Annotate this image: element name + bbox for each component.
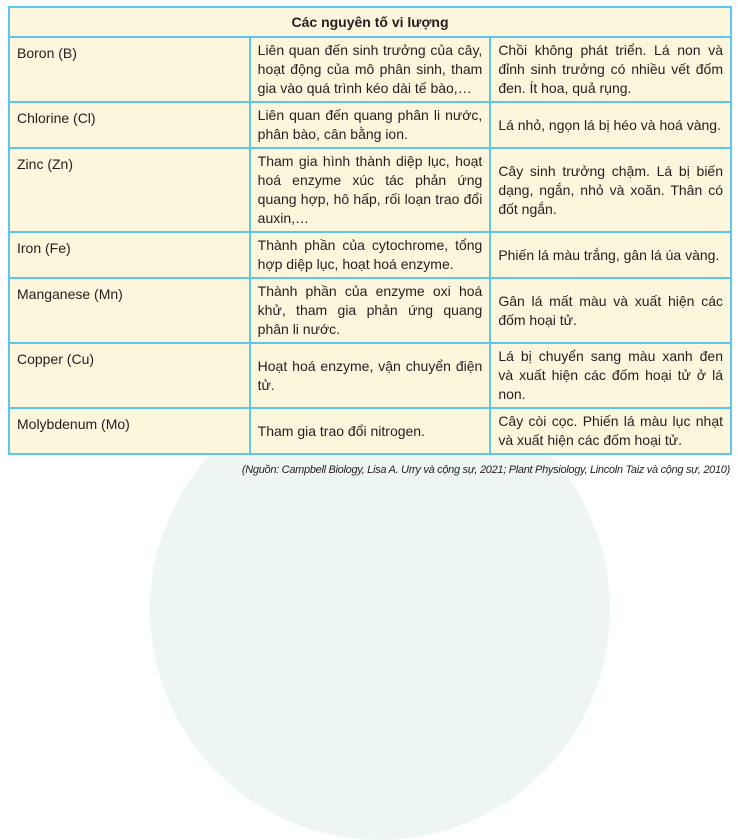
role-cell: Tham gia trao đổi nitrogen. [250,408,491,454]
table-row [9,278,731,343]
role-cell: Tham gia hình thành diệp lục, hoạt hoá enzyme xúc tác phản ứng quang hợp, hô hấp, rối loạn trao đổi auxin,… [250,148,491,232]
role-cell: Liên quan đến sinh trưởng của cây, hoạt động của mô phân sinh, tham gia vào quá trình kéo dài tế bào,… [250,37,491,102]
element-cell: Chlorine (Cl) [9,102,250,148]
deficiency-cell: Chồi không phát triển. Lá non và đỉnh sinh trưởng có nhiều vết đốm đen. Ít hoa, quả rụng. [490,37,731,102]
element-cell: Boron (B) [9,37,250,102]
table-row [9,102,731,148]
deficiency-cell: Lá nhỏ, ngọn lá bị héo và hoá vàng. [490,102,731,148]
table-row [9,148,731,232]
role-cell: Hoạt hoá enzyme, vận chuyển điện tử. [250,343,491,408]
deficiency-cell: Phiến lá màu trắng, gân lá úa vàng. [490,232,731,278]
element-cell: Zinc (Zn) [9,148,250,232]
element-cell: Molybdenum (Mo) [9,408,250,454]
element-cell: Iron (Fe) [9,232,250,278]
table-row [9,343,731,408]
table-row [9,37,731,102]
deficiency-cell: Cây còi cọc. Phiến lá màu lục nhạt và xuất hiện các đốm hoại tử. [490,408,731,454]
table-row [9,408,731,454]
deficiency-cell: Lá bị chuyển sang màu xanh đen và xuất hiện các đốm hoại tử ở lá non. [490,343,731,408]
role-cell: Thành phần của enzyme oxi hoá khử, tham gia phản ứng quang phân li nước. [250,278,491,343]
source-citation: (Nguồn: Campbell Biology, Lisa A. Urry và cộng sự, 2021; Plant Physiology, Lincoln Taiz và cộng sự, 2010) [241,464,730,476]
role-cell: Liên quan đến quang phân li nước, phân bào, cân bằng ion. [250,102,491,148]
micronutrients-table [8,6,732,455]
table-title: Các nguyên tố vi lượng [9,7,731,37]
element-cell: Manganese (Mn) [9,278,250,343]
deficiency-cell: Cây sinh trưởng chậm. Lá bị biến dạng, ngắn, nhỏ và xoăn. Thân có đốt ngắn. [490,148,731,232]
deficiency-cell: Gân lá mất màu và xuất hiện các đốm hoại tử. [490,278,731,343]
table-row [9,232,731,278]
element-cell: Copper (Cu) [9,343,250,408]
role-cell: Thành phần của cytochrome, tổng hợp diệp lục, hoạt hoá enzyme. [250,232,491,278]
